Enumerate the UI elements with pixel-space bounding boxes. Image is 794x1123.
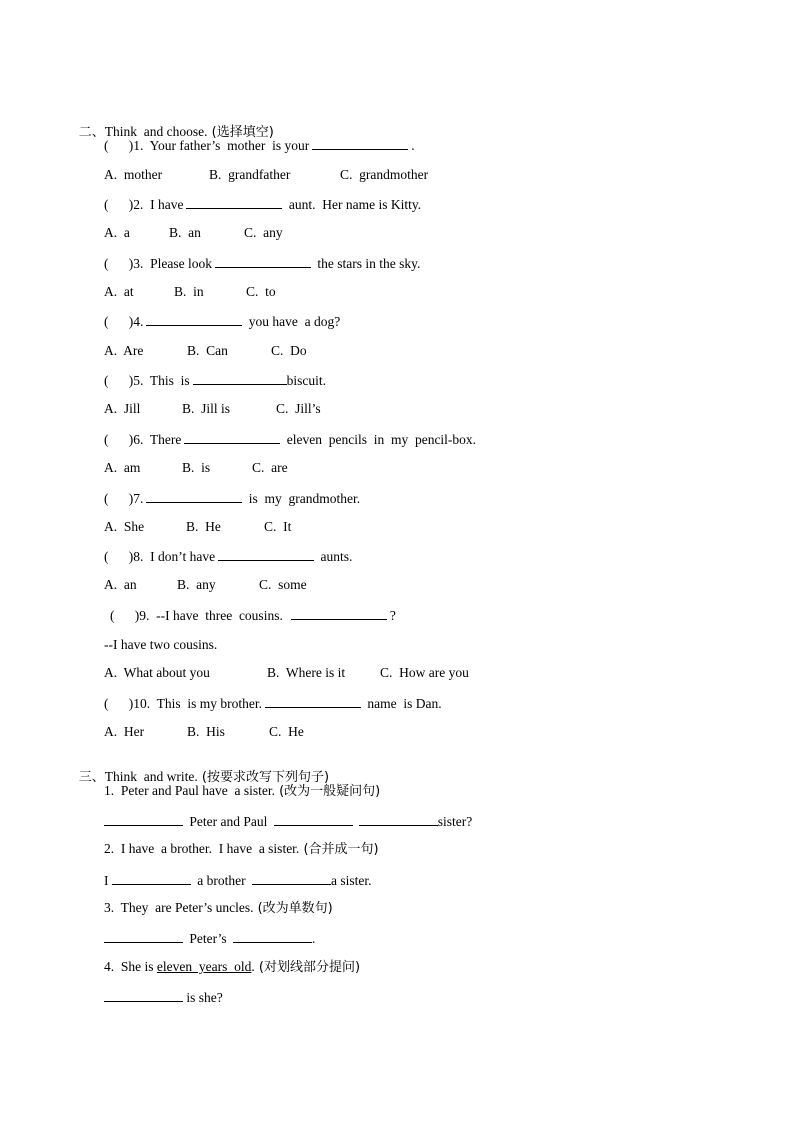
option-a-wrap: [104, 343, 143, 359]
question-9-line2: --I have two cousins.: [104, 637, 218, 652]
option-b: B. any: [177, 577, 216, 592]
answer-blank[interactable]: [146, 490, 242, 503]
rewrite-2-instruction: (合并成一句): [299, 842, 379, 857]
question-2-tail: aunt. Her name is Kitty.: [285, 197, 422, 212]
question-1-text: ( )1. Your father’s mother is your: [104, 138, 310, 153]
option-c-wrap: [259, 577, 307, 593]
rewrite-4-text: 4. She is: [104, 959, 157, 974]
option-c: C. are: [252, 460, 288, 475]
question-8-text: ( )8. I don’t have: [104, 549, 216, 564]
answer-blank[interactable]: [252, 872, 331, 885]
option-a-wrap: [104, 665, 210, 681]
answer-blank[interactable]: [265, 695, 361, 708]
option-a: A. a: [104, 225, 130, 240]
option-a: A. at: [104, 284, 134, 299]
option-b: B. He: [186, 519, 221, 534]
rewrite-1-prompt: [104, 783, 380, 800]
option-c: C. How are you: [380, 665, 469, 680]
question-9-reply: [104, 637, 217, 653]
option-a-wrap: [104, 724, 144, 740]
option-b-wrap: [174, 284, 204, 300]
question-8-tail: aunts.: [317, 549, 353, 564]
question-4-tail: you have a dog?: [245, 314, 341, 329]
option-b-wrap: [177, 577, 216, 593]
option-b-wrap: [182, 401, 230, 417]
option-c-wrap: [244, 225, 283, 241]
section2-number: 二、: [78, 125, 105, 140]
option-c-wrap: [276, 401, 321, 417]
option-a: A. mother: [104, 167, 163, 182]
option-b: B. is: [182, 460, 211, 475]
option-b-wrap: [186, 519, 221, 535]
answer-blank[interactable]: [233, 930, 312, 943]
rewrite-3-instruction: (改为单数句): [253, 901, 333, 916]
option-b: B. grandfather: [209, 167, 291, 182]
question-9-tail: ?: [389, 608, 396, 623]
answer-blank[interactable]: [291, 607, 387, 620]
option-a-wrap: [104, 401, 140, 417]
options-1: [104, 167, 162, 183]
question-6-text: ( )6. There: [104, 432, 182, 447]
question-2-text: ( )2. I have: [104, 197, 184, 212]
option-b-wrap: [169, 225, 201, 241]
option-c-wrap: [264, 519, 291, 535]
answer-blank[interactable]: [215, 255, 311, 268]
answer-blank[interactable]: [359, 813, 438, 826]
question-9-text: ( )9. --I have three cousins.: [110, 608, 283, 623]
rewrite-3-prompt: [104, 900, 333, 917]
option-b: B. an: [169, 225, 201, 240]
rewrite-4-prompt: [104, 959, 360, 976]
rewrite-3-mid: Peter’s: [186, 931, 230, 946]
answer-blank[interactable]: [274, 813, 353, 826]
answer-blank[interactable]: [218, 548, 314, 561]
rewrite-1-text: 1. Peter and Paul have a sister.: [104, 783, 275, 798]
option-c: C. to: [246, 284, 276, 299]
question-5-tail: biscuit.: [286, 373, 327, 388]
option-a-wrap: [104, 577, 137, 593]
answer-blank[interactable]: [193, 372, 287, 385]
option-a: A. am: [104, 460, 141, 475]
option-a: A. an: [104, 577, 137, 592]
rewrite-3-end: .: [312, 931, 316, 946]
answer-blank[interactable]: [184, 431, 280, 444]
option-c-wrap: [252, 460, 288, 476]
rewrite-1-answer: [104, 813, 472, 830]
rewrite-2-text: 2. I have a brother. I have a sister.: [104, 841, 300, 856]
answer-blank[interactable]: [312, 137, 408, 150]
section2-title: Think and choose.: [104, 124, 208, 139]
section3-number: 三、: [78, 770, 105, 785]
answer-blank[interactable]: [104, 930, 183, 943]
section3-heading: [72, 753, 329, 786]
option-c: C. Do: [271, 343, 307, 358]
option-c: C. He: [269, 724, 304, 739]
rewrite-2-mid: a brother: [193, 873, 249, 888]
question-7-text: ( )7.: [104, 491, 144, 506]
question-4-text: ( )4.: [104, 314, 144, 329]
option-a: A. Jill: [104, 401, 141, 416]
option-c: C. grandmother: [340, 167, 429, 182]
option-c-wrap: [340, 167, 428, 183]
rewrite-2-answer: [104, 872, 371, 889]
question-10-tail: name is Dan.: [364, 696, 442, 711]
answer-blank[interactable]: [104, 989, 183, 1002]
option-c: C. It: [264, 519, 292, 534]
option-c-wrap: [269, 724, 304, 740]
option-a-wrap: [104, 284, 134, 300]
question-10: [104, 695, 442, 712]
rewrite-3-answer: [104, 930, 315, 947]
option-b: B. His: [187, 724, 225, 739]
option-b: B. Where is it: [267, 665, 346, 680]
option-c: C. any: [244, 225, 283, 240]
answer-blank[interactable]: [146, 313, 242, 326]
question-5: [104, 372, 326, 389]
option-b: B. Can: [187, 343, 228, 358]
question-9: [110, 607, 396, 624]
option-a: A. Are: [104, 343, 144, 358]
option-a: A. Her: [104, 724, 145, 739]
option-b-wrap: [187, 724, 225, 740]
question-6-tail: eleven pencils in my pencil-box.: [283, 432, 477, 447]
rewrite-2-prompt: [104, 841, 379, 858]
rewrite-4-instruction: (对划线部分提问): [254, 960, 361, 975]
option-a: A. She: [104, 519, 145, 534]
question-2: [104, 196, 421, 213]
option-a: A. What about you: [104, 665, 210, 680]
option-a-wrap: [104, 519, 144, 535]
question-10-text: ( )10. This is my brother.: [104, 696, 262, 711]
option-b: B. in: [174, 284, 204, 299]
rewrite-4-period: .: [251, 959, 255, 974]
rewrite-1-mid: Peter and Paul: [186, 814, 271, 829]
question-6: [104, 431, 476, 448]
section3-title: Think and write.: [104, 769, 198, 784]
option-b-wrap: [182, 460, 210, 476]
question-4: [104, 313, 340, 330]
question-7-tail: is my grandmother.: [245, 491, 361, 506]
rewrite-4-answer: [104, 989, 223, 1006]
option-c: C. Jill’s: [276, 401, 321, 416]
rewrite-2-end: a sister.: [330, 873, 372, 888]
option-b-wrap: [209, 167, 290, 183]
rewrite-4-end: is she?: [183, 990, 223, 1005]
rewrite-1-instruction: (改为一般疑问句): [274, 784, 381, 799]
option-b-wrap: [267, 665, 345, 681]
option-b: B. Jill is: [182, 401, 231, 416]
option-a-wrap: [104, 225, 130, 241]
option-c-wrap: [271, 343, 307, 359]
option-c: C. some: [259, 577, 307, 592]
question-3: [104, 255, 420, 272]
option-a-wrap: [104, 460, 140, 476]
option-c-wrap: [246, 284, 276, 300]
section2-title-cn: (选择填空): [207, 125, 274, 140]
section3-title-cn: (按要求改写下列句子): [197, 770, 330, 785]
answer-blank[interactable]: [104, 813, 183, 826]
rewrite-4-underlined: eleven years old: [156, 959, 252, 974]
question-1: [104, 137, 415, 154]
question-1-tail: .: [411, 138, 415, 153]
answer-blank[interactable]: [186, 196, 282, 209]
question-3-text: ( )3. Please look: [104, 256, 212, 271]
rewrite-3-text: 3. They are Peter’s uncles.: [104, 900, 254, 915]
rewrite-1-end: sister?: [437, 814, 473, 829]
option-c-wrap: [380, 665, 469, 681]
question-7: [104, 490, 360, 507]
rewrite-2-start: I: [104, 873, 112, 888]
answer-blank[interactable]: [112, 872, 191, 885]
option-b-wrap: [187, 343, 228, 359]
question-8: [104, 548, 352, 565]
question-5-text: ( )5. This is: [104, 373, 190, 388]
question-3-tail: the stars in the sky.: [313, 256, 421, 271]
